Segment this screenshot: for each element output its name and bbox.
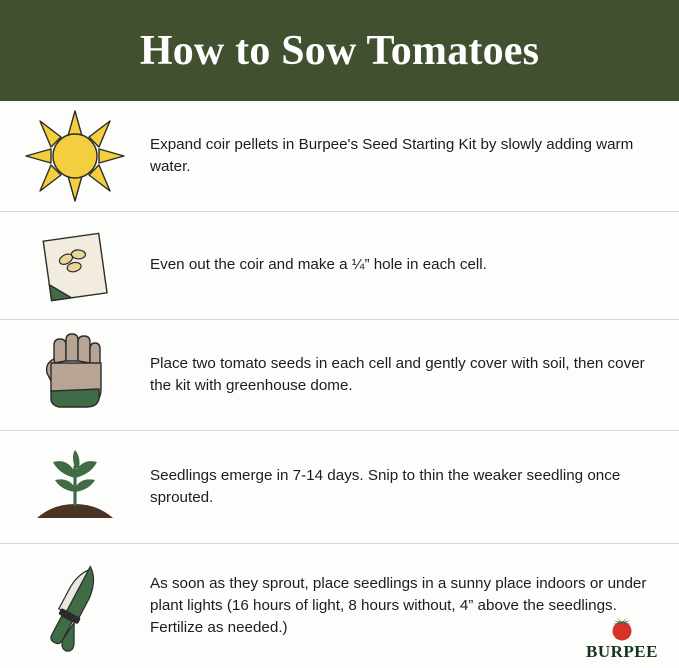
step-1-text-cell	[150, 119, 679, 193]
step-2-icon-cell	[0, 225, 150, 307]
step-4-icon-cell	[0, 444, 150, 530]
step-1-icon-cell	[0, 109, 150, 203]
step-row-2	[0, 212, 679, 320]
step-5-text: As soon as they sprout, place seedlings in a sunny place indoors or under plant lights (16 hours of light, 8 hours without, 4” above the seedlings. Fertilize as needed.)	[150, 574, 647, 637]
sun-icon	[20, 109, 130, 203]
garden-glove-icon	[27, 329, 123, 421]
burpee-logo-text: BURPEE	[586, 642, 658, 661]
step-2-text: Even out the coir and make a ¼” hole in each cell.	[150, 256, 487, 274]
step-3-text: Place two tomato seeds in each cell and gently cover with soil, then cover the kit with greenhouse dome.	[150, 354, 645, 394]
step-4-text: Seedlings emerge in 7-14 days. Snip to thin the weaker seedling once sprouted.	[150, 466, 621, 506]
step-2-text-cell	[150, 239, 679, 291]
step-5-icon-cell	[0, 558, 150, 654]
step-row-3	[0, 320, 679, 431]
steps-list	[0, 101, 679, 668]
page-title: How to Sow Tomatoes	[139, 27, 540, 74]
tomato-mark	[605, 616, 639, 642]
step-1-text: Expand coir pellets in Burpee's Seed Starting Kit by slowly adding warm water.	[150, 135, 634, 175]
seedling-sprout-icon	[23, 444, 127, 530]
seed-packet-icon	[27, 225, 123, 307]
header-banner	[0, 0, 679, 101]
step-3-text-cell	[150, 338, 679, 412]
step-row-1	[0, 101, 679, 212]
step-4-text-cell	[150, 450, 679, 524]
burpee-logo	[579, 616, 665, 662]
step-row-4	[0, 431, 679, 544]
pruning-shears-icon	[20, 558, 130, 654]
step-row-5	[0, 544, 679, 668]
step-3-icon-cell	[0, 329, 150, 421]
